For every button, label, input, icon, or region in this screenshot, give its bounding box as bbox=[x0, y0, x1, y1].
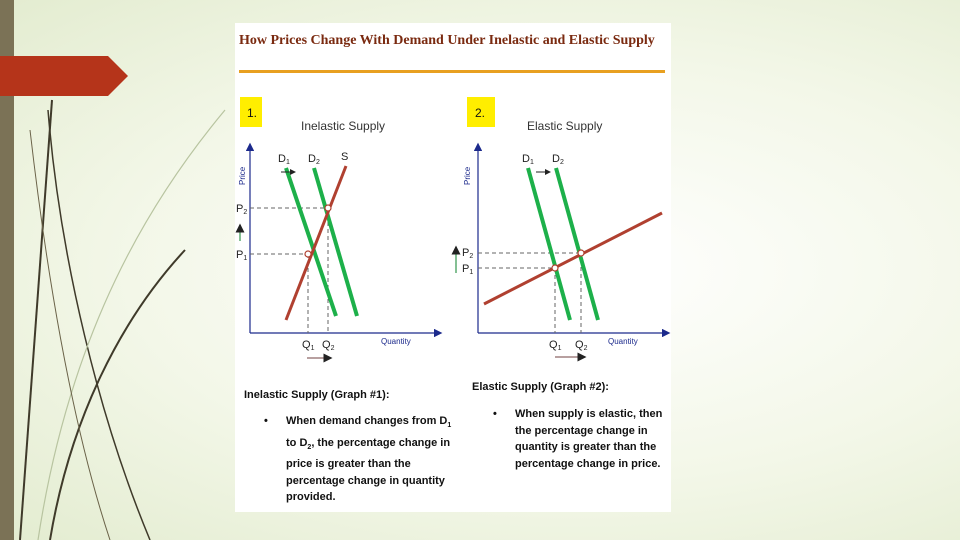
caption-1-list bbox=[264, 413, 464, 506]
graph-2-equilibrium-1 bbox=[552, 265, 558, 271]
graph-1-number: 1. bbox=[247, 106, 258, 120]
graph-1-equilibrium-1 bbox=[305, 251, 311, 257]
graph-2-equilibrium-2 bbox=[578, 250, 584, 256]
graph-1-d1-label: D1 bbox=[278, 153, 290, 166]
graph-2-number: 2. bbox=[475, 106, 486, 120]
graph-2-p1-label: P1 bbox=[462, 263, 474, 276]
graph-1-equilibrium-2 bbox=[325, 205, 331, 211]
caption-1-heading: Inelastic Supply (Graph #1): bbox=[244, 389, 390, 401]
caption-1-bullet: • When demand changes from $D_1$ to $D_2$, the percentage change in price is greater than the percentage change in quantity provided. bbox=[264, 415, 452, 504]
graph-2-x-label: Quantity bbox=[608, 337, 638, 346]
graph-1-q2-label: Q2 bbox=[322, 339, 335, 352]
graph-1-s-label: S bbox=[341, 151, 349, 163]
graph-1-p2-label: P2 bbox=[236, 203, 248, 216]
graph-2-q1-label: Q1 bbox=[549, 339, 562, 352]
graph-2-title: Elastic Supply bbox=[527, 119, 603, 133]
graph-1-inelastic bbox=[236, 97, 440, 358]
graph-1-d2-label: D2 bbox=[308, 153, 320, 166]
caption-2-heading: Elastic Supply (Graph #2): bbox=[472, 381, 609, 393]
figure-title: How Prices Change With Demand Under Inelastic and Elastic Supply bbox=[239, 33, 655, 48]
graph-1-x-label: Quantity bbox=[381, 337, 411, 346]
slide-image-card bbox=[235, 23, 671, 512]
graph-2-y-label: Price bbox=[463, 166, 472, 185]
bullet-dot: • bbox=[493, 408, 497, 420]
graph-1-demand-d1 bbox=[286, 168, 336, 316]
bullet-dot: • bbox=[264, 415, 268, 427]
caption-2-list bbox=[493, 406, 663, 472]
graph-2-q2-label: Q2 bbox=[575, 339, 588, 352]
graph-2-elastic bbox=[456, 97, 668, 357]
accent-arrow-tab bbox=[0, 56, 128, 96]
graph-2-d1-label: D1 bbox=[522, 153, 534, 166]
graph-1-title: Inelastic Supply bbox=[301, 119, 386, 133]
graph-1-q1-label: Q1 bbox=[302, 339, 315, 352]
caption-2-bullet: • When supply is elastic, then the percentage change in quantity is greater than the percentage change in price. bbox=[493, 408, 663, 470]
graph-2-d2-label: D2 bbox=[552, 153, 564, 166]
graph-1-y-label: Price bbox=[238, 166, 247, 185]
graph-2-p2-label: P2 bbox=[462, 247, 474, 260]
graph-1-p1-label: P1 bbox=[236, 249, 248, 262]
